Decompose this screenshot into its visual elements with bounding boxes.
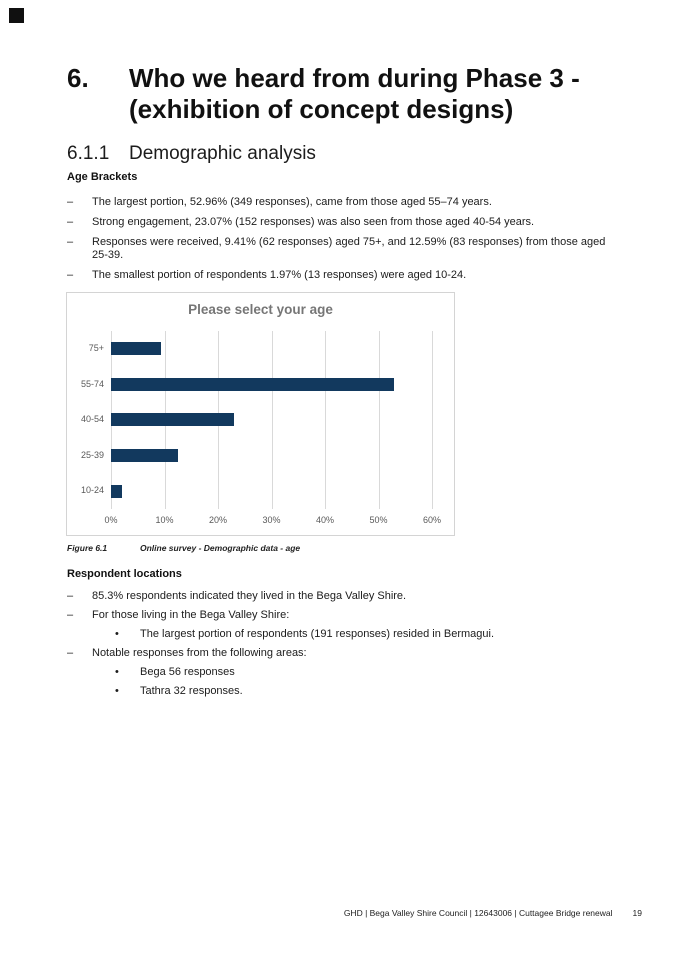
- y-axis-category-label: 25-39: [80, 449, 104, 460]
- page-number: 19: [632, 908, 642, 918]
- list-item: [67, 196, 623, 209]
- subsection-heading: [67, 142, 316, 165]
- age-bar-chart: [66, 292, 455, 536]
- subsection-heading-number: 6.1.1: [67, 143, 110, 164]
- y-axis-category-label: 10-24: [80, 485, 104, 496]
- section-heading-line2: (exhibition of concept designs): [129, 94, 514, 124]
- list-item-text: Notable responses from the following areas:: [92, 647, 307, 659]
- list-item: [67, 236, 623, 262]
- footer-text: GHD | Bega Valley Shire Council | 12643006 | Cuttagee Bridge renewal: [343, 908, 613, 918]
- dash-marker: –: [67, 216, 74, 228]
- figure-caption-text: Online survey - Demographic data - age: [140, 543, 301, 553]
- section-heading-line1: Who we heard from during Phase 3 -: [129, 63, 580, 93]
- list-item-text: Bega 56 responses: [140, 666, 235, 678]
- age-brackets-list: [67, 196, 623, 289]
- list-item-text: 85.3% respondents indicated they lived in the Bega Valley Shire.: [92, 590, 407, 602]
- bullet-marker: •: [115, 685, 119, 697]
- x-axis-tick-label: 20%: [208, 515, 228, 525]
- dash-marker: –: [67, 609, 74, 621]
- bullet-marker: •: [115, 628, 119, 640]
- dash-marker: –: [67, 236, 74, 248]
- dash-marker: –: [67, 196, 74, 208]
- x-axis-tick-label: 0%: [104, 515, 118, 525]
- age-brackets-heading: Age Brackets: [67, 171, 138, 183]
- x-axis-tick-label: 50%: [369, 515, 388, 525]
- list-item: [67, 590, 623, 603]
- chart-xaxis: [104, 515, 442, 527]
- list-item-text: The smallest portion of respondents 1.97% (13 responses) were aged 10-24.: [92, 269, 467, 281]
- subsection-heading-title: Demographic analysis: [129, 143, 316, 164]
- figure-caption: [67, 543, 301, 553]
- list-item: [67, 628, 623, 641]
- chart-gridline: [432, 331, 433, 509]
- dash-marker: –: [67, 647, 74, 659]
- list-item-text: The largest portion of respondents (191 responses) resided in Bermagui.: [140, 628, 495, 640]
- dash-marker: –: [67, 269, 74, 281]
- respondent-locations-heading: Respondent locations: [67, 568, 182, 580]
- x-axis-tick-label: 40%: [315, 515, 335, 525]
- list-item: [67, 647, 623, 660]
- chart-bar-row: [80, 438, 432, 474]
- bullet-marker: •: [115, 666, 119, 678]
- dash-marker: –: [67, 590, 74, 602]
- x-axis-tick-label: 30%: [262, 515, 281, 525]
- chart-bar: [111, 485, 122, 498]
- list-item-text: For those living in the Bega Valley Shire:: [92, 609, 290, 621]
- list-item: [67, 609, 623, 622]
- y-axis-category-label: 55-74: [80, 378, 104, 389]
- list-item-text: The largest portion, 52.96% (349 responses), came from those aged 55–74 years.: [92, 196, 492, 208]
- chart-bar: [111, 342, 161, 355]
- chart-bar: [111, 449, 178, 462]
- chart-bar: [111, 413, 234, 426]
- y-axis-category-label: 75+: [88, 343, 104, 353]
- list-item: [67, 216, 623, 229]
- list-item-text: Strong engagement, 23.07% (152 responses) was also seen from those aged 40-54 years.: [92, 216, 535, 228]
- list-item-text: Responses were received, 9.41% (62 responses) aged 75+, and 12.59% (83 responses) from those aged 25-39.: [92, 236, 606, 261]
- section-heading: [67, 63, 639, 125]
- x-axis-tick-label: 10%: [155, 515, 174, 525]
- list-item: [67, 269, 623, 282]
- respondent-locations-list: [67, 590, 623, 704]
- list-item: [67, 666, 623, 679]
- page-corner-mark: [9, 8, 24, 23]
- y-axis-category-label: 40-54: [80, 414, 104, 425]
- chart-bar: [111, 378, 394, 391]
- x-axis-tick-label: 60%: [422, 515, 442, 525]
- chart-title: Please select your age: [188, 302, 333, 317]
- page-footer: [344, 908, 642, 918]
- chart-plot: [80, 331, 432, 509]
- section-heading-number: 6.: [67, 63, 89, 93]
- chart-bar-row: [88, 331, 432, 367]
- chart-bar-row: [80, 473, 432, 509]
- figure-caption-label: Figure 6.1: [67, 543, 108, 553]
- chart-bar-row: [80, 402, 432, 438]
- chart-bar-row: [80, 367, 432, 403]
- list-item-text: Tathra 32 responses.: [140, 685, 243, 697]
- list-item: [67, 685, 623, 698]
